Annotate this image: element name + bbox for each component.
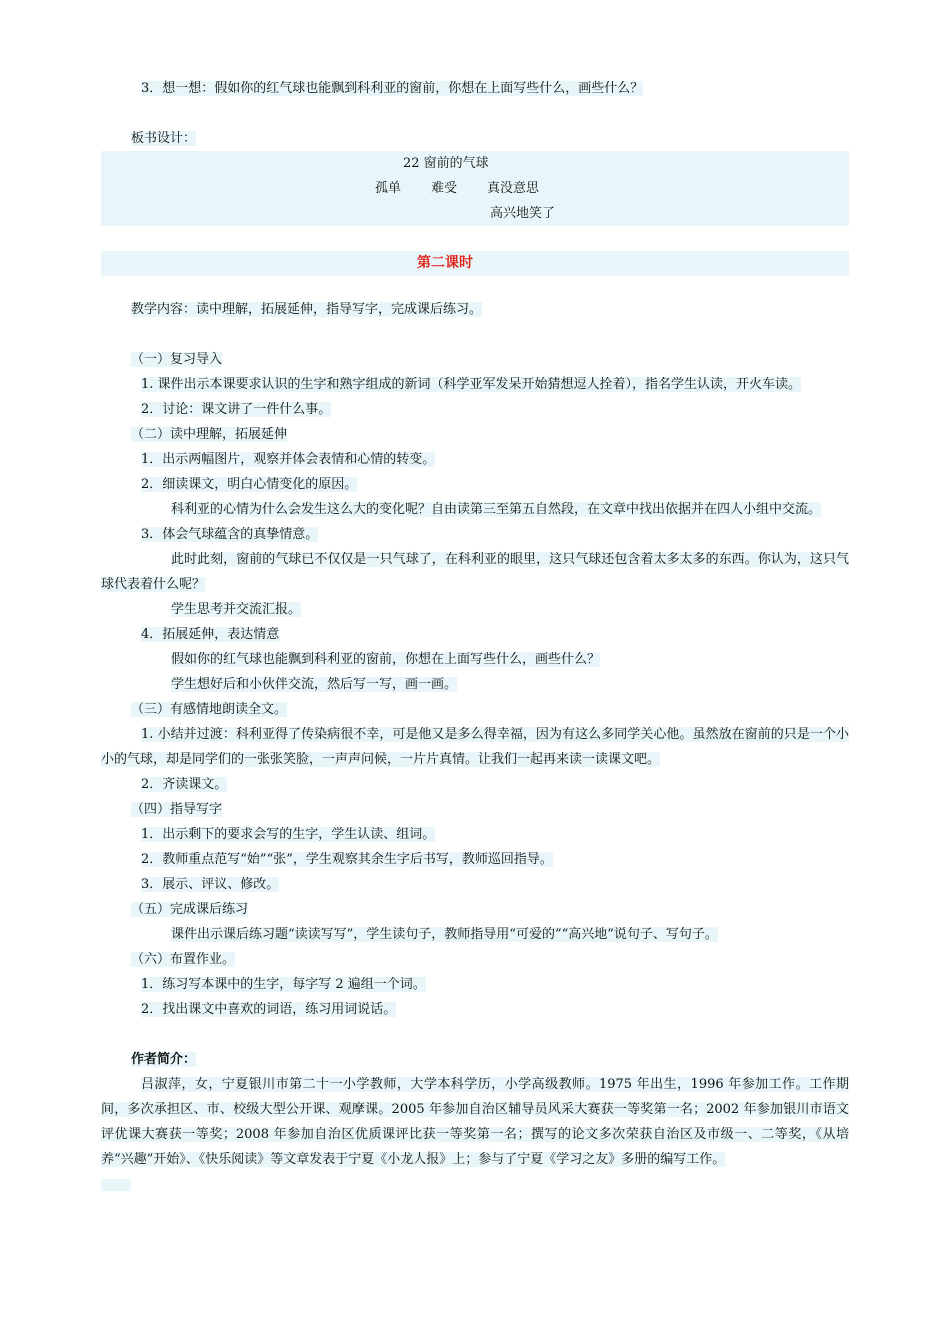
paragraph: 1．出示两幅图片，观察并体会表情和心情的转变。 [141, 452, 436, 467]
author-label: 作者简介： [131, 1052, 197, 1067]
board-title: 22 窗前的气球 [101, 151, 849, 176]
paragraph: 4．拓展延伸，表达情意 [141, 627, 280, 642]
lesson-title: 第二课时 [101, 251, 849, 276]
paragraph: 2．齐读课文。 [141, 777, 228, 792]
section-heading: （五）完成课后练习 [131, 902, 249, 917]
paragraph: 2．找出课文中喜欢的词语，练习用词说话。 [141, 1002, 397, 1017]
paragraph: 1. 小结并过渡：科利亚得了传染病很不幸，可是他又是多么得幸福，因为有这么多同学关心他。虽然放在窗前的只是一个小小的气球，却是同学们的一张张笑脸，一声声问候，一片片真情。让我们一起再来读一读课文吧。 [101, 727, 849, 767]
paragraph: 1．出示剩下的要求会写的生字，学生认读、组词。 [141, 827, 436, 842]
section-heading: （二）读中理解，拓展延伸 [131, 427, 288, 442]
lesson-content: 教学内容：读中理解，拓展延伸，指导写字，完成课后练习。 [131, 302, 483, 317]
paragraph: 3．展示、评议、修改。 [141, 877, 280, 892]
paragraph: 2．教师重点范写“始”“张”，学生观察其余生字后书写，教师巡回指导。 [141, 852, 553, 867]
paragraph: 3．想一想：假如你的红气球也能飘到科利亚的窗前，你想在上面写些什么，画些什么？ [141, 81, 644, 96]
paragraph: 学生想好后和小伙伴交流，然后写一写，画一画。 [171, 677, 458, 692]
paragraph: 学生思考并交流汇报。 [171, 602, 302, 617]
paragraph: 2．讨论：课文讲了一件什么事。 [141, 402, 332, 417]
section-heading: （三）有感情地朗读全文。 [131, 702, 288, 717]
paragraph: 科利亚的心情为什么会发生这么大的变化呢？自由读第三至第五自然段，在文章中找出依据并在四人小组中交流。 [171, 502, 822, 517]
document-page [101, 76, 849, 1197]
paragraph: 1．练习写本课中的生字，每字写 2 遍组一个词。 [141, 977, 426, 992]
paragraph: 1. 课件出示本课要求认识的生字和熟字组成的新词（科学亚军发呆开始猜想逗人拴着），指名学生认读，开火车读。 [141, 377, 802, 392]
paragraph: 假如你的红气球也能飘到科利亚的窗前，你想在上面写些什么，画些什么？ [171, 652, 601, 667]
empty-line [101, 1172, 849, 1197]
paragraph: 2．细读课文，明白心情变化的原因。 [141, 477, 358, 492]
section-heading: （六）布置作业。 [131, 952, 236, 967]
paragraph: 3．体会气球蕴含的真挚情意。 [141, 527, 319, 542]
paragraph: 课件出示课后练习题“读读写写”，学生读句子，教师指导用“可爱的”“高兴地”说句子、写句子。 [171, 927, 718, 942]
section-heading: （一）复习导入 [131, 352, 223, 367]
board-last: 高兴地笑了 [101, 201, 849, 226]
board-words: 孤单 难受 真没意思 [101, 176, 849, 201]
author-bio: 吕淑萍，女，宁夏银川市第二十一小学教师，大学本科学历，小学高级教师。1975 年出生，1996 年参加工作。工作期间，多次承担区、市、校级大型公开课、观摩课。2005 年参加自治区辅导员风采大赛获一等奖第一名；2002 年参加银川市语文评优课大赛获一等奖；2008 年参加自治区优质课评比获一等奖第一名；撰写的论文多次荣获自治区及市级一、二等奖，《从培养“兴趣”开始》、《快乐阅读》等文章发表于宁夏《小龙人报》上；参与了宁夏《学习之友》多册的编写工作。 [101, 1077, 849, 1167]
board-label: 板书设计： [131, 131, 197, 146]
section-heading: （四）指导写字 [131, 802, 223, 817]
paragraph: 此时此刻，窗前的气球已不仅仅是一只气球了，在科利亚的眼里，这只气球还包含着太多太多的东西。你认为，这只气球代表着什么呢？ [101, 552, 849, 592]
